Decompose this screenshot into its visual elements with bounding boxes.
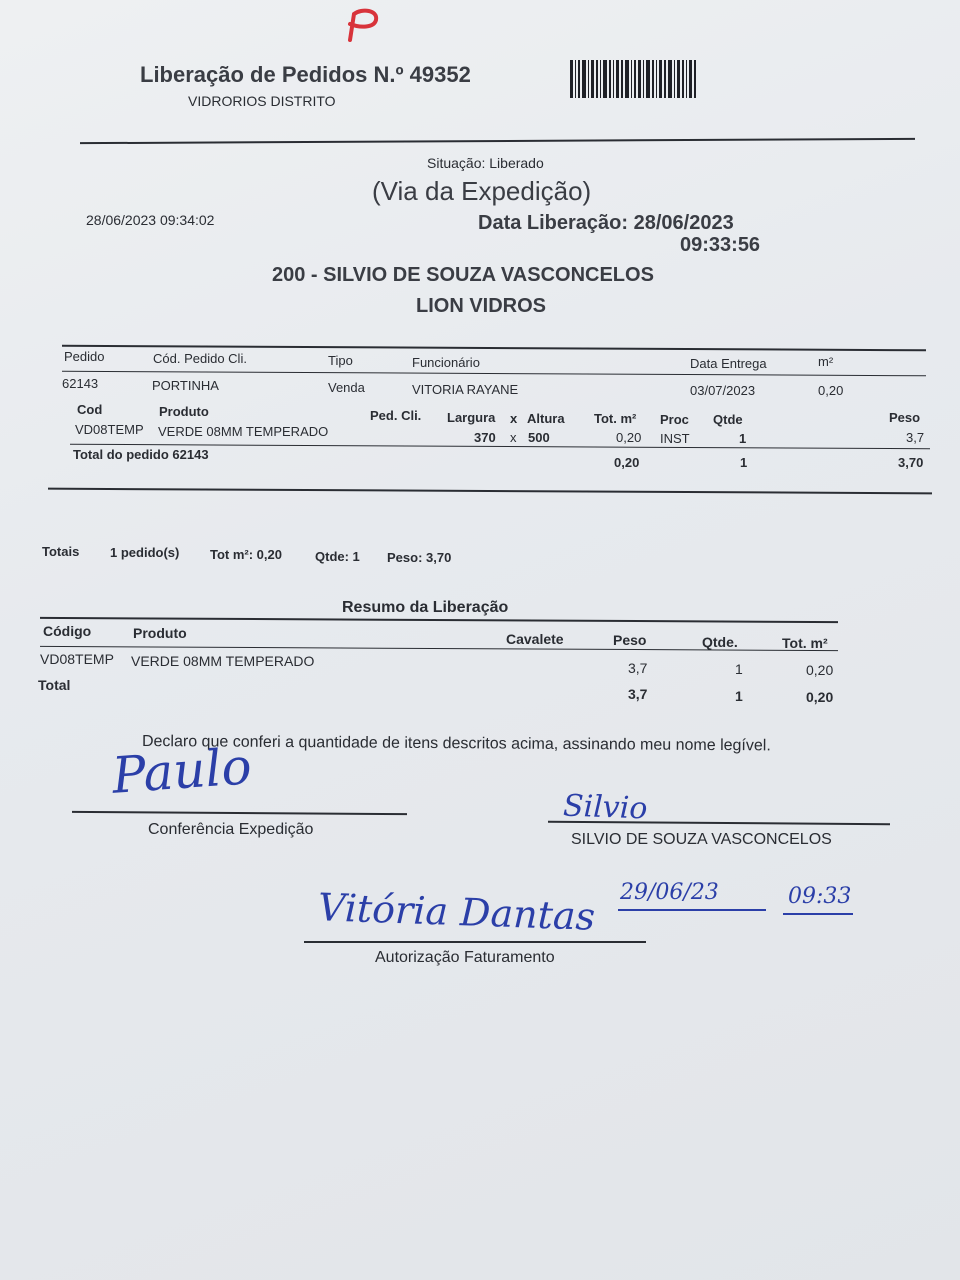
autorizacao-signature: Vitória Dantas <box>317 885 596 939</box>
summary-total-peso: 3,7 <box>628 686 648 702</box>
col-tipo: Tipo <box>328 353 353 368</box>
item-proc: INST <box>660 431 690 446</box>
client-signature-label: SILVIO DE SOUZA VASCONCELOS <box>571 831 832 848</box>
autorizacao-label: Autorização Faturamento <box>375 949 555 966</box>
order-total-qtde: 1 <box>740 455 748 470</box>
summary-col-codigo: Código <box>43 623 92 639</box>
order-total-peso: 3,70 <box>898 455 924 470</box>
client-signature: Silvio <box>562 788 648 827</box>
order-total-m2: 0,20 <box>614 455 640 470</box>
item-produto: VERDE 08MM TEMPERADO <box>158 424 329 439</box>
totals-qtde: Qtde: 1 <box>315 549 360 564</box>
col-m2: m² <box>818 354 834 369</box>
summary-codigo: VD08TEMP <box>40 651 114 667</box>
conferencia-label: Conferência Expedição <box>148 821 314 838</box>
totals-label: Totais <box>42 544 80 559</box>
order-header-line <box>62 371 926 377</box>
summary-total-label: Total <box>38 677 71 693</box>
item-cod: VD08TEMP <box>75 422 144 437</box>
corner-mark-icon <box>338 6 386 46</box>
item-col-qtde: Qtde <box>713 412 743 427</box>
item-col-altura: Altura <box>527 411 565 426</box>
handwritten-time-underline <box>783 913 853 915</box>
order-table-top-line <box>62 345 926 351</box>
item-col-x: x <box>510 411 518 426</box>
item-col-ped-cli: Ped. Cli. <box>370 408 422 423</box>
declaration-text: Declaro que conferi a quantidade de itens descritos acima, assinando meu nome legível. <box>141 733 771 755</box>
col-cod-pedido-cli: Cód. Pedido Cli. <box>153 351 247 366</box>
summary-col-peso: Peso <box>613 632 647 648</box>
conferencia-signature: Paulo <box>110 737 254 805</box>
conferencia-line <box>72 811 407 815</box>
summary-produto: VERDE 08MM TEMPERADO <box>131 653 315 669</box>
totals-tot-m2: Tot m²: 0,20 <box>210 547 282 562</box>
summary-col-cavalete: Cavalete <box>506 631 564 647</box>
release-time: 09:33:56 <box>680 234 761 256</box>
print-datetime: 28/06/2023 09:34:02 <box>86 212 215 228</box>
barcode-icon <box>570 60 716 98</box>
order-table-bottom-line <box>48 488 932 494</box>
summary-peso: 3,7 <box>628 660 648 676</box>
summary-col-tot-m2: Tot. m² <box>782 635 828 651</box>
order-cod-cli: PORTINHA <box>152 378 219 393</box>
company-name: VIDRORIOS DISTRITO <box>188 93 336 109</box>
item-altura: 500 <box>528 430 550 445</box>
client-name: 200 - SILVIO DE SOUZA VASCONCELOS <box>272 264 654 286</box>
order-total-label: Total do pedido 62143 <box>73 447 209 462</box>
order-data-entrega: 03/07/2023 <box>690 383 756 398</box>
summary-col-produto: Produto <box>133 625 187 641</box>
release-date: Data Liberação: 28/06/2023 <box>478 212 734 234</box>
order-funcionario: VITORIA RAYANE <box>412 382 519 397</box>
item-peso: 3,7 <box>906 430 925 445</box>
header-divider <box>80 138 915 144</box>
item-tot-m2: 0,20 <box>616 430 642 445</box>
client-company: LION VIDROS <box>416 295 547 317</box>
col-pedido: Pedido <box>64 349 105 364</box>
summary-tot-m2: 0,20 <box>806 662 834 678</box>
status-text: Situação: Liberado <box>427 155 544 171</box>
item-col-largura: Largura <box>447 410 496 425</box>
order-pedido: 62143 <box>62 376 99 391</box>
col-data-entrega: Data Entrega <box>690 356 767 371</box>
item-col-produto: Produto <box>159 404 209 419</box>
summary-title: Resumo da Liberação <box>342 599 509 616</box>
item-col-peso: Peso <box>889 410 921 425</box>
via-title: (Via da Expedição) <box>372 176 592 206</box>
handwritten-date: 29/06/23 <box>620 880 719 905</box>
summary-col-qtde: Qtde. <box>702 634 738 650</box>
document-title: Liberação de Pedidos N.º 49352 <box>140 62 471 87</box>
summary-total-tot-m2: 0,20 <box>806 689 834 705</box>
order-tipo: Venda <box>328 380 365 395</box>
item-x: x <box>510 430 517 445</box>
summary-qtde: 1 <box>735 661 743 677</box>
item-largura: 370 <box>474 430 496 445</box>
handwritten-time: 09:33 <box>788 884 852 909</box>
item-qtde: 1 <box>739 431 747 446</box>
item-col-proc: Proc <box>660 412 689 427</box>
summary-top-line <box>40 617 838 623</box>
autorizacao-line <box>304 941 646 943</box>
item-col-tot-m2: Tot. m² <box>594 411 637 426</box>
totals-peso: Peso: 3,70 <box>387 550 452 565</box>
handwritten-date-underline <box>618 909 766 911</box>
item-col-cod: Cod <box>77 402 103 417</box>
order-m2: 0,20 <box>818 383 844 398</box>
totals-pedidos: 1 pedido(s) <box>110 545 180 560</box>
summary-total-qtde: 1 <box>735 688 743 704</box>
col-funcionario: Funcionário <box>412 355 480 370</box>
